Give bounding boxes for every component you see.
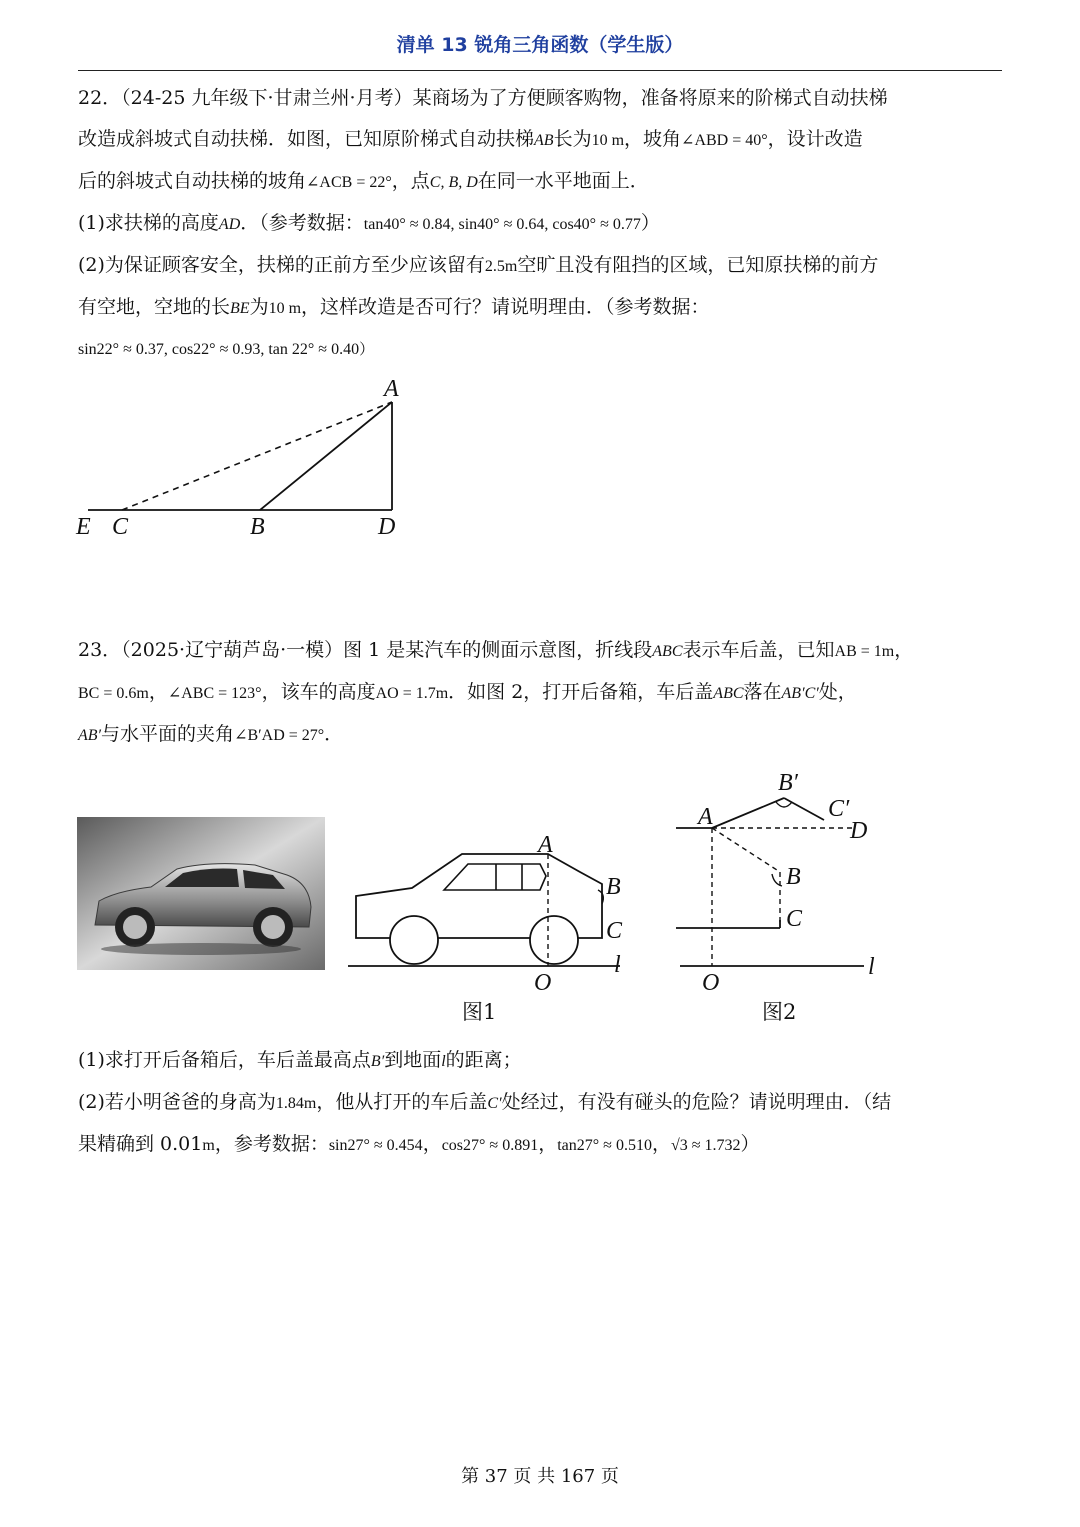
q23-text: 落在 [743, 681, 782, 703]
segment-ab-prime [712, 798, 784, 828]
q23-text: ， [651, 1133, 671, 1155]
fig2-label-d: D [850, 818, 868, 844]
q23-text: 处， [818, 681, 857, 703]
q23-text: 表示车后盖，已知 [682, 639, 835, 661]
header-divider [78, 70, 1002, 71]
q23-part2-line2 [78, 1124, 1002, 1166]
q22-text: ） [640, 212, 660, 234]
q22-ab: AB [534, 132, 554, 149]
q22-line2 [78, 119, 1002, 161]
q22-reference-data-2: sin22° ≈ 0.37, cos22° ≈ 0.93, tan 22° ≈ 0.40 [78, 341, 360, 358]
front-wheel [390, 916, 438, 964]
q22-escalator-figure [70, 370, 430, 550]
q22-text: 长为 [553, 128, 592, 150]
dashed-ab [712, 828, 780, 872]
q23-text: 与水平面的夹角 [101, 723, 235, 745]
q23-text: 果精确到 0.01 [78, 1133, 203, 1155]
fig2-label-l: l [868, 954, 875, 980]
q23-b-prime: B′ [370, 1053, 385, 1070]
fig1-label-c: C [606, 918, 623, 944]
label-b: B [250, 514, 265, 540]
car-photo [77, 817, 325, 970]
q23-angle-bad: ∠B′AD = 27° [234, 727, 325, 744]
question-23-parts [78, 1040, 1002, 1166]
q22-text: 后的斜坡式自动扶梯的坡角 [78, 170, 307, 192]
q23-unit: m [202, 1137, 215, 1154]
q22-part2 [78, 245, 1002, 287]
q22-text: 在同一水平地面上． [477, 170, 649, 192]
q23-text: ．如图 2，打开后备箱，车后盖 [448, 681, 714, 703]
q23-text: ，他从打开的车后盖 [316, 1091, 488, 1113]
fig1-label-a: A [538, 832, 553, 858]
q23-text: ， [148, 681, 168, 703]
q23-text: 到地面 [384, 1049, 442, 1071]
label-d: D [378, 514, 396, 540]
segment-ab [260, 402, 392, 510]
q23-text: 处经过，有没有碰头的危险？请说明理由．（结 [501, 1091, 892, 1113]
q22-text: 改造成斜坡式自动扶梯．如图，已知原阶梯式自动扶梯 [78, 128, 535, 150]
q23-text: 的距离； [445, 1049, 522, 1071]
q23-bc-length: BC = 0.6m [78, 685, 149, 702]
q23-text: ， [894, 639, 914, 661]
fig2-label-b-prime: B′ [778, 770, 798, 796]
q22-angle-acb: ∠ACB = 22° [306, 174, 392, 191]
q22-part1 [78, 203, 1002, 245]
fig2-label-a: A [698, 804, 713, 830]
q22-length: 10 m [268, 300, 302, 317]
q22-angle-abd: ∠ABD = 40° [681, 132, 768, 149]
q23-c-prime: C′ [487, 1095, 502, 1112]
fig2-label-b: B [786, 864, 801, 890]
q22-text: (1)求扶梯的高度 [78, 212, 219, 234]
q23-text: ， [422, 1133, 442, 1155]
q23-text: ） [740, 1133, 760, 1155]
q23-line1 [78, 630, 1002, 672]
segment-b-prime-c-prime [784, 798, 824, 820]
q23-abc-prime: AB′C′ [781, 685, 819, 702]
q23-ref-tan: tan27° ≈ 0.510 [557, 1137, 652, 1154]
q22-ad: AD [218, 216, 241, 233]
q22-line3 [78, 161, 1002, 203]
q23-text: (1)求打开后备箱后，车后盖最高点 [78, 1049, 371, 1071]
page-header-title: 清单 13 锐角三角函数（学生版） [396, 34, 684, 56]
q22-text: 为 [249, 296, 269, 318]
q22-length: 2.5m [484, 258, 518, 275]
q23-ref-sin: sin27° ≈ 0.454 [328, 1137, 423, 1154]
label-c: C [112, 514, 129, 540]
q23-text: 23．（2025·辽宁葫芦岛·一模）图 1 是某汽车的侧面示意图，折线段 [78, 639, 653, 661]
fig2-label-o: O [702, 970, 720, 996]
q22-reference-data-1: tan40° ≈ 0.84, sin40° ≈ 0.64, cos40° ≈ 0.77 [363, 216, 641, 233]
q22-text: (2)为保证顾客安全，扶梯的正前方至少应该留有 [78, 254, 485, 276]
figure-1-car-side [340, 826, 640, 996]
q22-be: BE [230, 300, 250, 317]
q23-line3 [78, 714, 1002, 756]
q22-text: ，坡角 [624, 128, 682, 150]
q23-angle-abc: ∠ABC = 123° [167, 685, 262, 702]
question-23 [78, 630, 1002, 756]
q23-abc: ABC [652, 643, 683, 660]
q23-text: ，参考数据： [214, 1133, 329, 1155]
car-window [444, 864, 546, 890]
label-a: A [384, 376, 399, 402]
fig2-label-c: C [786, 906, 803, 932]
rear-wheel [530, 916, 578, 964]
q23-text: ． [324, 723, 344, 745]
page-footer: 第 37 页 共 167 页 [461, 1466, 619, 1487]
q23-line2 [78, 672, 1002, 714]
q22-line1: 22．（24-25 九年级下·甘肃兰州·月考）某商场为了方便顾客购物，准备将原来的阶梯式自动扶梯 [78, 87, 888, 109]
fig1-label-l: l [614, 952, 621, 978]
q22-part2-line3 [78, 329, 1002, 370]
label-e: E [76, 514, 91, 540]
q22-part2-line2 [78, 287, 1002, 329]
q23-height: 1.84m [275, 1095, 317, 1112]
segment-ac-dashed [122, 402, 392, 510]
figure-2-caption: 图2 [762, 1000, 797, 1024]
fig1-label-b: B [606, 874, 621, 900]
q22-points: C, B, D [429, 174, 478, 191]
q23-part2 [78, 1082, 1002, 1124]
q23-part1 [78, 1040, 1002, 1082]
q23-abc: ABC [713, 685, 744, 702]
q23-ao: AO = 1.7m [375, 685, 449, 702]
q23-ab-length: AB = 1m [834, 643, 895, 660]
q23-text: ，该车的高度 [261, 681, 376, 703]
q22-text: ．（参考数据： [240, 212, 364, 234]
q22-text: 空旷且没有阻挡的区域，已知原扶梯的前方 [517, 254, 879, 276]
q22-text: 有空地，空地的长 [78, 296, 231, 318]
fig2-label-c-prime: C′ [828, 796, 850, 822]
q23-text: ， [538, 1133, 558, 1155]
figure-2-open-trunk [668, 768, 898, 998]
q23-l: l [441, 1053, 446, 1070]
q22-length: 10 m [591, 132, 625, 149]
fig1-label-o: O [534, 970, 552, 996]
q23-ref-sqrt3: √3 ≈ 1.732 [670, 1137, 741, 1154]
q22-text: ） [359, 340, 375, 358]
q23-text: (2)若小明爸爸的身高为 [78, 1091, 276, 1113]
q22-text: ，这样改造是否可行？请说明理由．（参考数据： [301, 296, 710, 318]
question-22 [78, 78, 1002, 370]
q22-text: ，点 [391, 170, 430, 192]
angle-arc-b-prime [776, 802, 792, 807]
q22-text: ，设计改造 [767, 128, 863, 150]
q23-ab-prime: AB′ [78, 727, 102, 744]
figure-1-caption: 图1 [462, 1000, 497, 1024]
q23-ref-cos: cos27° ≈ 0.891 [441, 1137, 539, 1154]
